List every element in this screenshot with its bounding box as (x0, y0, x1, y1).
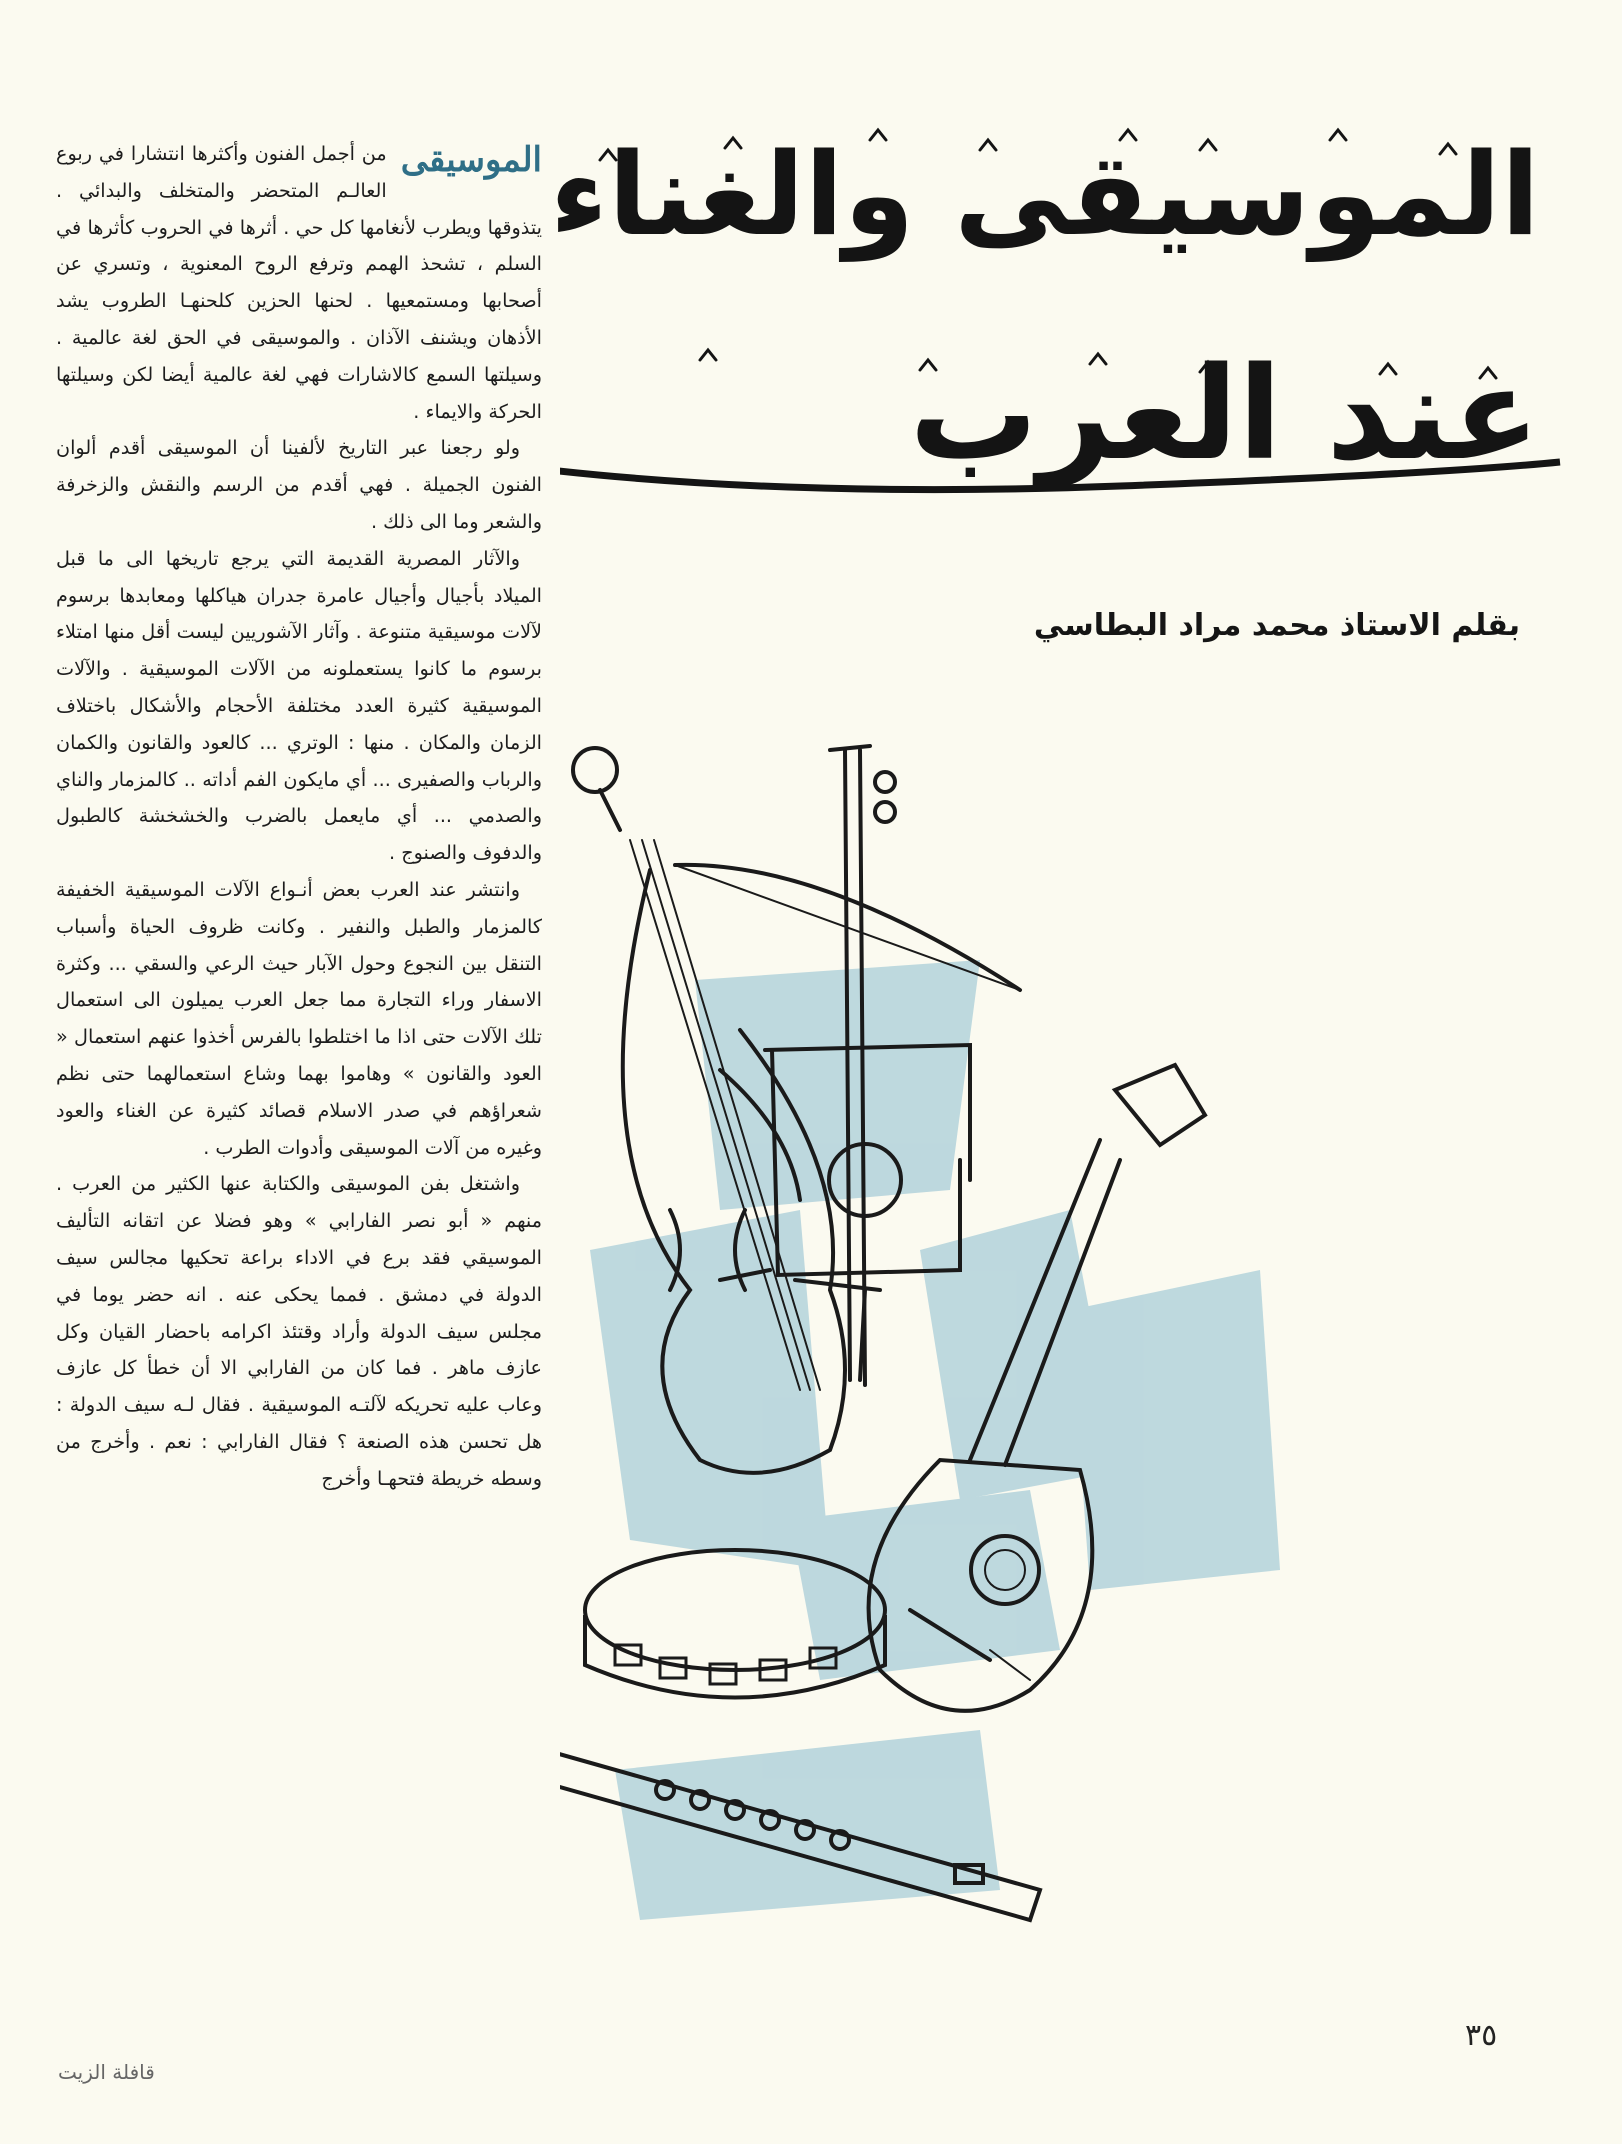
lead-word: الموسيقى (400, 140, 542, 180)
article-paragraph: الموسيقى من أجمل الفنون وأكثرها انتشارا في ربوع العالـم المتحضر والمتخلف والبدائي . يتذوقها ويطرب لأنغامها كل حي . أثرها في الحروب كأثرها في السلم ، تشحذ الهمم وترفع الروح المعنوية ، وتسري عن أصحابها ومستمعيها . لحنها الحزين كلحنهـا الطروب يشد الأذهان ويشنف الآذان . والموسيقى في الحق لغة عالمية . وسيلتها السمع كالاشارات فهي لغة عالمية أيضا لكن وسيلتها الحركة والايماء . (56, 136, 542, 430)
author-byline: بقلم الاستاذ محمد مراد البطاسي (1033, 608, 1520, 643)
instruments-illustration (560, 690, 1570, 2020)
article-paragraph: ولو رجعنا عبر التاريخ لألفينا أن الموسيقى أقدم ألوان الفنون الجميلة . فهي أقدم من الرسم والنقش والزخرفة والشعر وما الى ذلك . (56, 436, 542, 533)
magazine-name: قافلة الزيت (58, 2060, 155, 2084)
article-title (549, 110, 1570, 580)
article-paragraph: والآثار المصرية القديمة التي يرجع تاريخها الى ما قبل الميلاد بأجيال وأجيال عامرة جدران هياكلها ومعابدها برسوم لآلات موسيقية متنوعة . وآثار الآشوريين ليست أقل منها امتلاء برسوم ما كانوا يستعملونه من الآلات الموسيقية . والآلات الموسيقية كثيرة العدد مختلفة الأحجام والأشكال باختلاف الزمان والمكان . منها : الوتري ... كالعود والقانون والكمان والرباب والصفيرى ... أي مايكون الفم أداته .. كالمزمار والناي والصدمي ... أي مايعمل بالضرب والخشخشة كالطبول والدفوف والصنوج . (56, 546, 542, 865)
article-paragraph: واشتغل بفن الموسيقى والكتابة عنها الكثير من العرب . منهم « أبو نصر الفارابي » وهو فضلا عن اتقانه التأليف الموسيقي فقد برع في الاداء براعة تحكيها مجالس سيف الدولة في دمشق . فمما يحكى عنه . انه حضر يوما في مجلس سيف الدولة وأراد وقتئذ اكرامه باحضار القيان وكل عازف ماهر . فما كان من الفارابي الا أن خطأ كل عازف وعاب عليه تحريكه لآلتـه الموسيقية . فقال لـه سيف الدولة : هل تحسن هذه الصنعة ؟ فقال الفارابي : نعم . وأخرج من وسطه خريطة فتحهـا وأخرج (56, 1172, 542, 1490)
title-line-2: عند العرب (909, 340, 1540, 489)
backdrop-shapes (590, 960, 1280, 1920)
article-paragraph: وانتشر عند العرب بعض أنـواع الآلات الموسيقية الخفيفة كالمزمار والطبل والنفير . وكانت ظروف الحياة وأسباب التنقل بين النجوع وحول الآبار حيث الرعي والسقي ... وكثرة الاسفار وراء التجارة مما جعل العرب يميلون الى استعمال تلك الآلات حتى اذا ما اختلطوا بالفرس أخذوا عنهم استعمال « العود والقانون » وهاموا بهما وشاع استعمالهما حتى نظم شعراؤهم في صدر الاسلام قصائد كثيرة عن الغناء والعود وغيره من آلات الموسيقى وأدوات الطرب . (56, 877, 542, 1159)
title-line-1: الموسيقى والغناء (549, 128, 1540, 261)
page-number: ٣٥ (1465, 2018, 1498, 2053)
article-body (56, 136, 542, 1976)
